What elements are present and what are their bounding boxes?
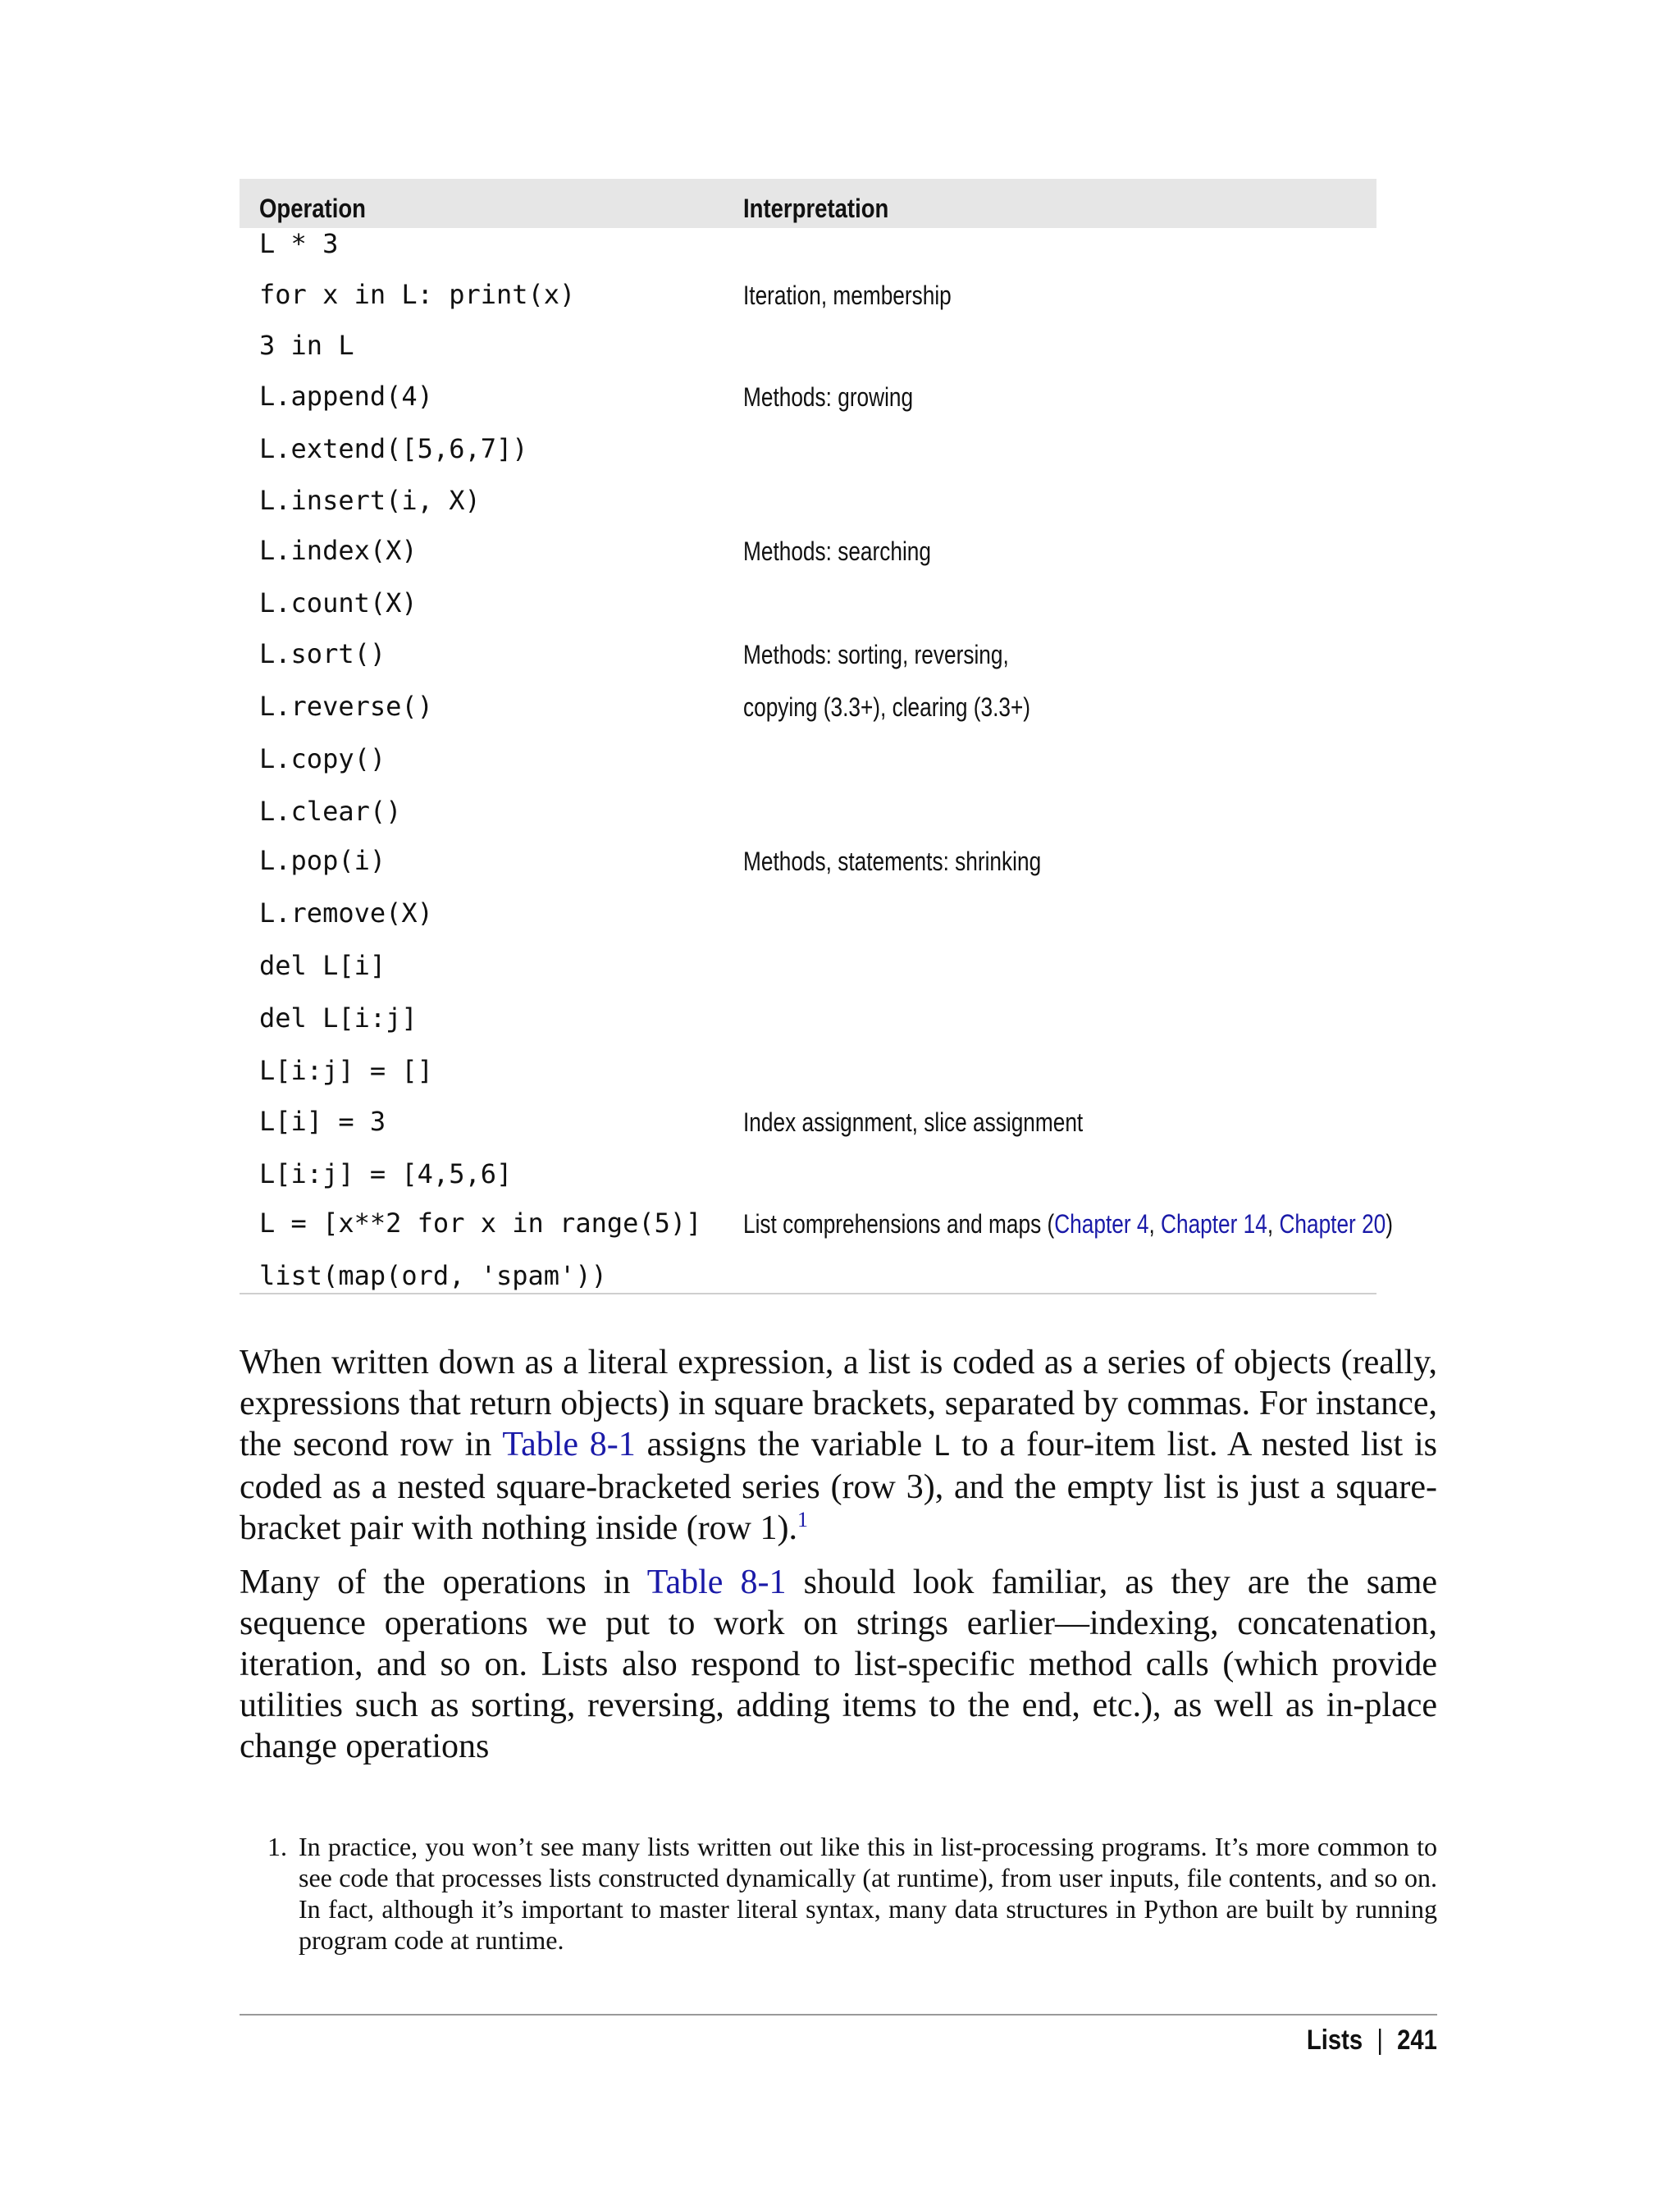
table-row bbox=[240, 485, 1376, 536]
table-row bbox=[240, 1158, 1376, 1210]
table-row bbox=[240, 1002, 1376, 1054]
interpretation-cell: Index assignment, slice assignment bbox=[743, 1107, 1084, 1137]
table-row bbox=[240, 330, 1376, 381]
table-row bbox=[240, 691, 1376, 742]
table-header bbox=[240, 179, 1376, 228]
interpretation-cell: Methods: searching bbox=[743, 536, 931, 566]
interpretation-cell: Methods: growing bbox=[743, 382, 914, 412]
footnote bbox=[267, 1831, 1437, 1956]
operation-cell: L.extend([5,6,7]) bbox=[259, 433, 528, 464]
operation-cell: L.reverse() bbox=[259, 691, 433, 722]
operation-cell: L * 3 bbox=[259, 228, 339, 259]
interpretation-cell: Methods, statements: shrinking bbox=[743, 847, 1042, 876]
operation-cell: L.append(4) bbox=[259, 381, 433, 412]
table-8-1-link[interactable]: Table 8-1 bbox=[646, 1564, 787, 1601]
table-bottom-rule bbox=[240, 1293, 1376, 1294]
table-row bbox=[240, 1055, 1376, 1107]
paragraph-list-operations bbox=[240, 1562, 1437, 1767]
footnote-text: In practice, you won’t see many lists written out like this in list-processing programs. It’s more common to see code that processes lists constructed dynamically (at runtime), from user inputs, file contents, and so on. In fact, although it’s important to master literal syntax, many data structures in Python are built by running program code at runtime. bbox=[299, 1832, 1437, 1955]
operation-cell: del L[i:j] bbox=[259, 1002, 418, 1034]
table-row bbox=[240, 897, 1376, 949]
operation-cell: L[i:j] = [] bbox=[259, 1055, 433, 1086]
table-8-1-link[interactable]: Table 8-1 bbox=[502, 1426, 636, 1463]
paragraph-text: When written down as a literal expression, a list is coded as a series of objects (really, expressions that return objects) in square brackets, separated by commas. For instance, the second row in bbox=[240, 1344, 1437, 1463]
comprehension-interpretation-cell bbox=[743, 1209, 1393, 1239]
operation-cell: L.index(X) bbox=[259, 535, 418, 566]
header-interpretation: Interpretation bbox=[743, 194, 889, 223]
operation-cell: L.pop(i) bbox=[259, 845, 386, 876]
table-row bbox=[240, 381, 1376, 432]
operation-cell: L.insert(i, X) bbox=[259, 485, 481, 516]
header-operation: Operation bbox=[259, 194, 366, 223]
table-row bbox=[240, 950, 1376, 1002]
chapter-14-link[interactable]: Chapter 14 bbox=[1161, 1209, 1267, 1239]
table-row bbox=[240, 279, 1376, 331]
comprehension-suffix: ) bbox=[1386, 1209, 1394, 1239]
table-row bbox=[240, 587, 1376, 639]
operation-cell: L.copy() bbox=[259, 743, 386, 774]
running-section-title: Lists bbox=[1306, 2025, 1363, 2056]
comma-separator: , bbox=[1148, 1209, 1162, 1239]
operation-cell: L = [x**2 for x in range(5)] bbox=[259, 1208, 702, 1239]
operation-cell: for x in L: print(x) bbox=[259, 279, 576, 310]
footnote-ref-link[interactable]: 1 bbox=[797, 1508, 808, 1532]
operation-cell: L.count(X) bbox=[259, 587, 418, 619]
interpretation-cell: Iteration, membership bbox=[743, 281, 952, 310]
paragraph-text: to a four-item list. A nested list is coded as a nested square-bracketed series (row 3), and the empty list is just a square-bracket pair with nothing inside (row 1). bbox=[240, 1426, 1438, 1547]
comma-separator: , bbox=[1267, 1209, 1280, 1239]
operation-cell: L[i] = 3 bbox=[259, 1106, 386, 1137]
operation-cell: list(map(ord, 'spam')) bbox=[259, 1260, 607, 1291]
operation-cell: L.clear() bbox=[259, 796, 402, 827]
footer-rule bbox=[240, 2014, 1437, 2016]
paragraph-text: assigns the variable bbox=[635, 1426, 934, 1463]
footnote-number: 1. bbox=[267, 1832, 287, 1861]
paragraph-text: should look familiar, as they are the same sequence operations we put to work on strings earlier—indexing, concatenation, iteration, and so on. Lists also respond to list-specific method calls (which provide utilities such as sorting, reversing, adding items to the end, etc.), as well as in-place change operations bbox=[240, 1564, 1437, 1765]
table-row bbox=[240, 1260, 1376, 1312]
operation-cell: L[i:j] = [4,5,6] bbox=[259, 1158, 513, 1189]
table-row bbox=[240, 743, 1376, 795]
operation-cell: L.sort() bbox=[259, 638, 386, 669]
interpretation-cell: copying (3.3+), clearing (3.3+) bbox=[743, 692, 1031, 722]
table-row bbox=[240, 228, 1376, 280]
chapter-20-link[interactable]: Chapter 20 bbox=[1279, 1209, 1386, 1239]
table-row bbox=[240, 845, 1376, 897]
footer-separator: | bbox=[1376, 2025, 1384, 2056]
interpretation-cell: Methods: sorting, reversing, bbox=[743, 640, 1009, 669]
chapter-4-link[interactable]: Chapter 4 bbox=[1054, 1209, 1149, 1239]
paragraph-list-literals bbox=[240, 1342, 1437, 1549]
table-row bbox=[240, 796, 1376, 847]
table-row bbox=[240, 1106, 1376, 1157]
list-operations-table bbox=[240, 179, 1394, 1291]
operation-cell: del L[i] bbox=[259, 950, 386, 981]
table-row bbox=[240, 638, 1376, 690]
inline-code: L bbox=[933, 1430, 951, 1463]
operation-cell: L.remove(X) bbox=[259, 897, 433, 929]
page-number: 241 bbox=[1397, 2025, 1437, 2056]
paragraph-text: Many of the operations in bbox=[240, 1564, 647, 1601]
table-row bbox=[240, 535, 1376, 587]
table-row bbox=[240, 1208, 1394, 1259]
page-footer bbox=[1307, 2025, 1437, 2057]
comprehension-prefix: List comprehensions and maps ( bbox=[743, 1209, 1055, 1239]
table-row bbox=[240, 433, 1376, 485]
operation-cell: 3 in L bbox=[259, 330, 354, 361]
